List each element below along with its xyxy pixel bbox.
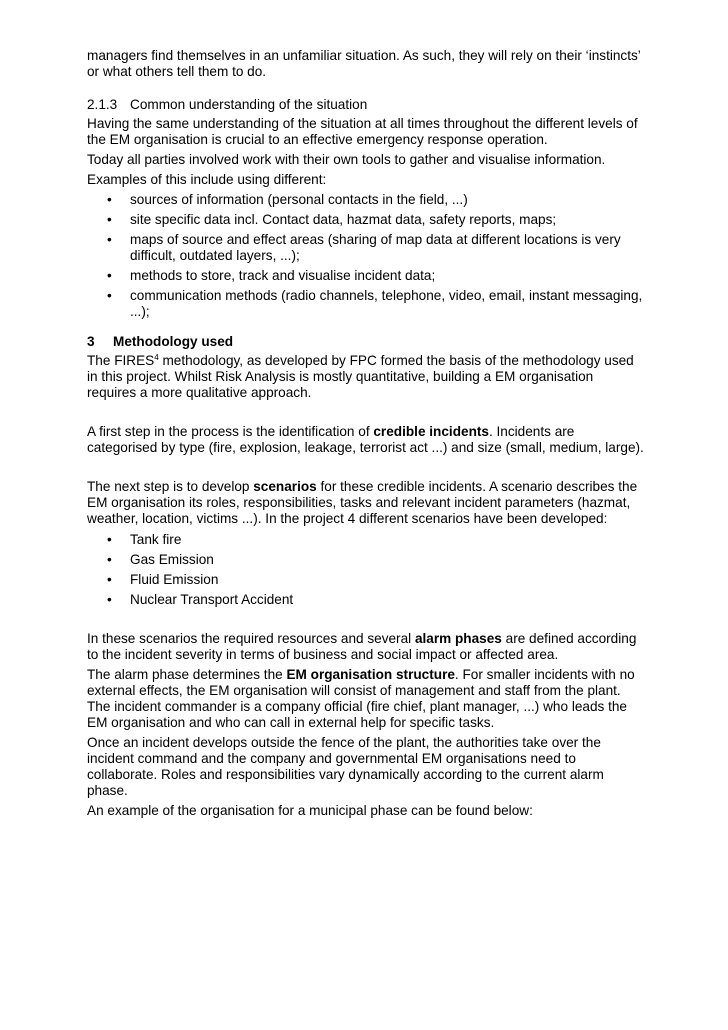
paragraph-incident-command: Once an incident develops outside the fence of the plant, the authorities take over the incident command and the company and governmental EM organisations need to collaborate. Roles and responsibilities vary dynamically according to the current alarm phase. bbox=[87, 735, 604, 798]
bullet-icon: • bbox=[107, 592, 112, 607]
section-title: Methodology used bbox=[113, 334, 234, 349]
list-item: • Fluid Emission bbox=[107, 572, 219, 587]
footnote-ref: 4 bbox=[154, 353, 159, 362]
bullet-icon: • bbox=[107, 232, 112, 247]
list-item: • Gas Emission bbox=[107, 552, 214, 567]
section-heading-2-1-3 bbox=[87, 97, 647, 113]
paragraph-intro: managers find themselves in an unfamiliar situation. As such, they will rely on their ‘instincts’ or what others tell them to do. bbox=[87, 48, 641, 79]
paragraph-understanding: Having the same understanding of the situation at all times throughout the different levels of the EM organisation is crucial to an effective emergency response operation. bbox=[87, 116, 638, 147]
paragraph-credible-incidents: A first step in the process is the identification of credible incidents. Incidents are categorised by type (fire, explosion, leakage, terrorist act ...) and size (small, medium, large). bbox=[87, 424, 644, 455]
scenarios-list bbox=[87, 532, 657, 612]
list-item: • site specific data incl. Contact data, hazmat data, safety reports, maps; bbox=[107, 212, 557, 227]
paragraph-fires: The FIRES$^4$ methodology, as developed by FPC formed the basis of the methodology used in this project. Whilst Risk Analysis is mostly quantitative, building a EM organisation requires a more qualitative approach. bbox=[87, 353, 634, 400]
paragraph-today: Today all parties involved work with their own tools to gather and visualise information. bbox=[87, 152, 606, 167]
list-item: • communication methods (radio channels, telephone, video, email, instant messaging, ...); bbox=[107, 288, 643, 319]
paragraph-example-organisation: An example of the organisation for a municipal phase can be found below: bbox=[87, 803, 533, 818]
section-title: Common understanding of the situation bbox=[130, 97, 368, 112]
bullet-icon: • bbox=[107, 268, 112, 283]
list-item: • maps of source and effect areas (sharing of map data at different locations is very difficult, outdated layers, ...); bbox=[107, 232, 621, 263]
bullet-icon: • bbox=[107, 572, 112, 587]
bullet-icon: • bbox=[107, 532, 112, 547]
section-heading-3 bbox=[87, 334, 647, 350]
paragraph-alarm-phases: In these scenarios the required resources and several alarm phases are defined according to the incident severity in terms of business and social impact or affected area. bbox=[87, 631, 637, 662]
section-number: 2.1.3 bbox=[87, 97, 118, 112]
list-item: • methods to store, track and visualise incident data; bbox=[107, 268, 436, 283]
list-item: • Tank fire bbox=[107, 532, 182, 547]
list-item: • sources of information (personal contacts in the field, ...) bbox=[107, 192, 468, 207]
section-number: 3 bbox=[87, 334, 95, 349]
bullet-icon: • bbox=[107, 212, 112, 227]
list-item: • Nuclear Transport Accident bbox=[107, 592, 294, 607]
paragraph-organisation-structure: The alarm phase determines the EM organisation structure. For smaller incidents with no external effects, the EM organisation will consist of management and staff from the plant. The incident commander is a company official (fire chief, plant manager, ...) who leads the EM organisation and who can call in external help for specific tasks. bbox=[87, 667, 635, 730]
examples-list bbox=[87, 192, 657, 324]
bullet-icon: • bbox=[107, 552, 112, 567]
paragraph-scenarios: The next step is to develop scenarios for these credible incidents. A scenario describes the EM organisation its roles, responsibilities, tasks and relevant incident parameters (hazmat, weather, location, victims ...). In the project 4 different scenarios have been developed: bbox=[87, 479, 638, 526]
paragraph-examples-intro: Examples of this include using different: bbox=[87, 172, 327, 187]
bullet-icon: • bbox=[107, 192, 112, 207]
bullet-icon: • bbox=[107, 288, 112, 303]
